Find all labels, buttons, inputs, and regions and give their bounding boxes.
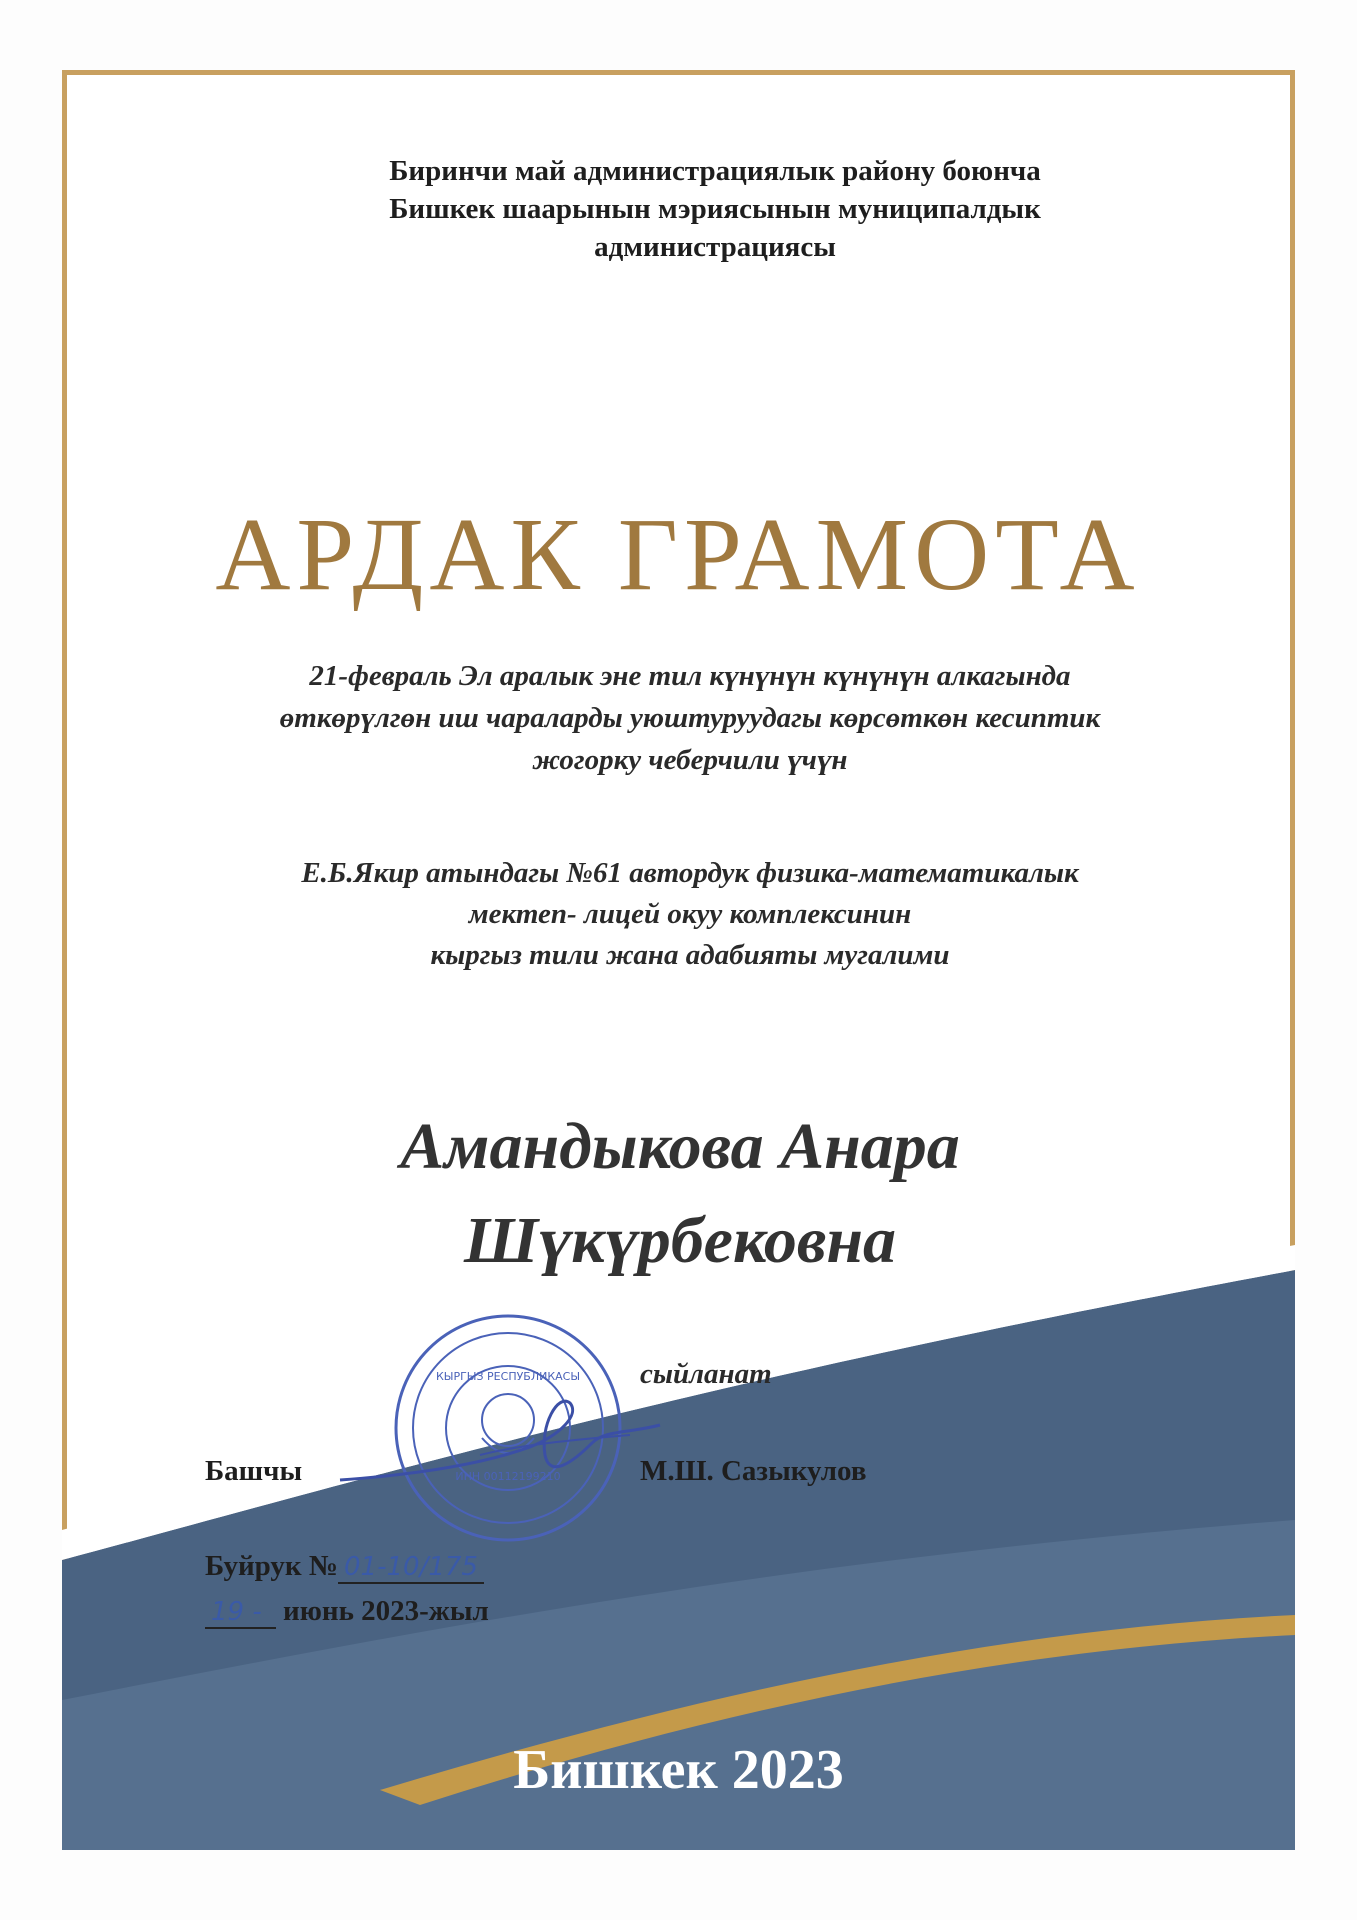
seal-center-text: КЫРГЫЗ РЕСПУБЛИКАСЫ xyxy=(435,1370,581,1383)
role-line-3: кыргыз тили жана адабияты мугалими xyxy=(430,939,950,971)
decorative-wave xyxy=(0,1230,1357,1920)
seal-number-text: ИНН 00112199210 xyxy=(455,1470,561,1483)
signatory-name: М.Ш. Сазыкулов xyxy=(640,1455,867,1487)
date-rest: июнь 2023-жыл xyxy=(282,1595,489,1627)
order-number: 01-10/175 xyxy=(338,1552,484,1584)
issuer-header xyxy=(300,152,1130,266)
order-label: Буйрук № xyxy=(205,1550,339,1582)
recipient-name-line-1: Амандыкова Анара xyxy=(400,1110,960,1183)
role-line-1: Е.Б.Якир атындагы №61 автордук физика-математикалык xyxy=(301,857,1079,889)
order-line xyxy=(205,1550,484,1583)
date-line xyxy=(205,1595,489,1628)
certificate-title: АРДАК ГРАМОТА xyxy=(215,497,1141,612)
issuer-line-2: Бишкек шаарынын мэриясынын муниципалдык xyxy=(389,193,1041,225)
award-reason xyxy=(190,655,1190,781)
reason-line-2: өткөрүлгөн иш чараларды уюштуруудагы көрсөткөн кесиптик xyxy=(279,702,1101,734)
signature xyxy=(330,1385,670,1505)
awarded-text: сыйланат xyxy=(640,1358,772,1390)
recipient-name-line-2: Шүкүрбековна xyxy=(463,1204,897,1277)
recipient-role xyxy=(190,853,1190,976)
reason-line-3: жогорку чеберчили үчүн xyxy=(532,744,848,776)
reason-line-1: 21-февраль Эл аралык эне тил күнүнүн күнүнүн алкагында xyxy=(309,660,1071,692)
city-year: Бишкек 2023 xyxy=(513,1739,844,1801)
role-line-2: мектеп- лицей окуу комплексинин xyxy=(468,898,912,930)
date-day: 19 - xyxy=(205,1597,276,1629)
signatory-label: Башчы xyxy=(205,1455,303,1487)
issuer-line-3: администрациясы xyxy=(594,231,836,263)
issuer-line-1: Биринчи май администрациялык району боюнча xyxy=(389,155,1041,187)
